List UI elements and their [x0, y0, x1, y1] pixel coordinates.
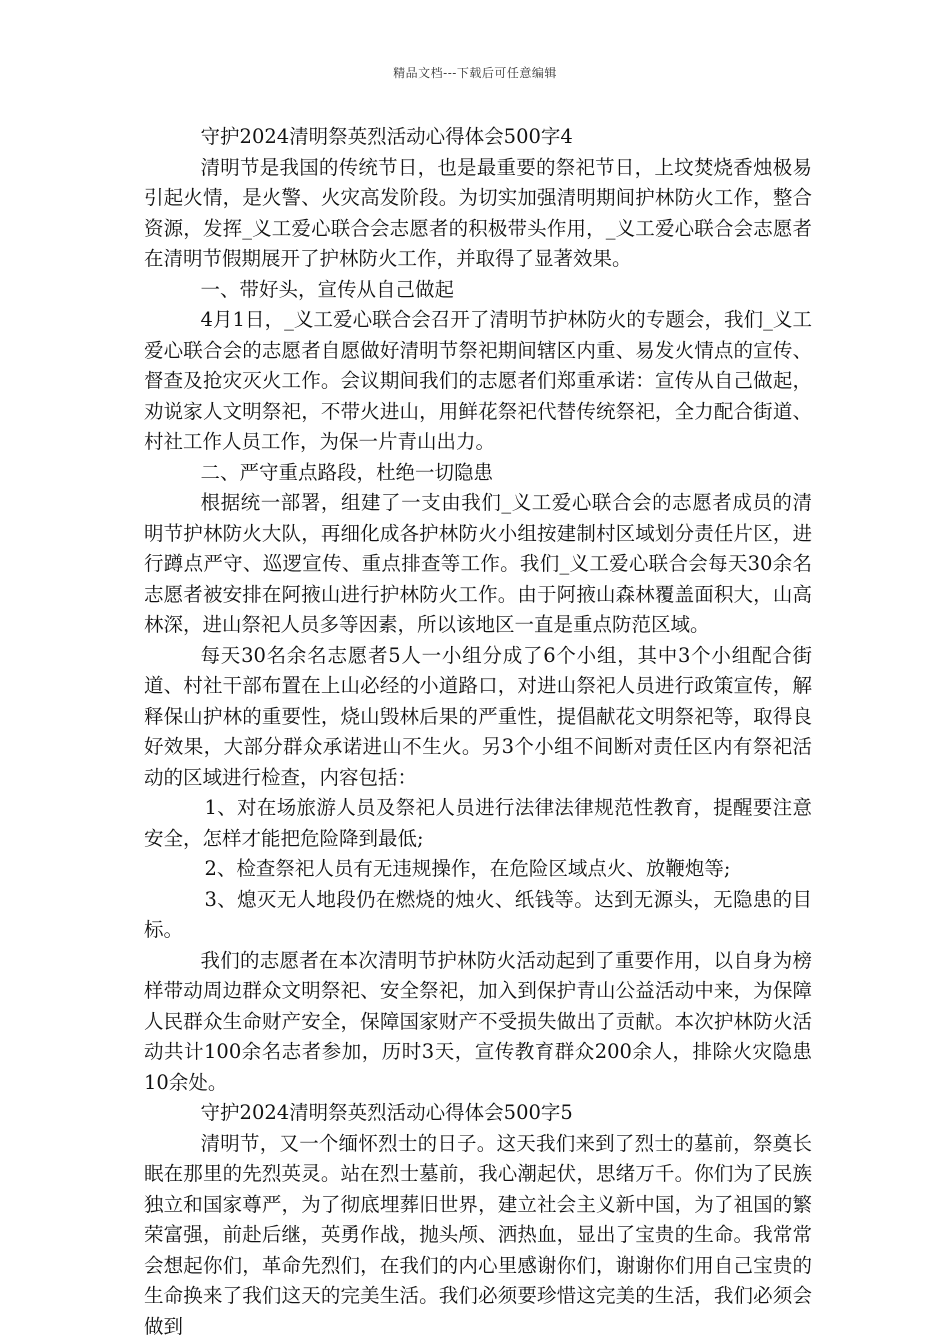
- paragraph: 每天30名余名志愿者5人一小组分成了6个小组，其中3个小组配合街道、村社干部布置在上山必经的小道路口，对进山祭祀人员进行政策宣传，解释保山护林的重要性，烧山毁林后果的严重性，提倡献花文明祭祀等，取得良好效果，大部分群众承诺进山不生火。另3个小组不间断对责任区内有祭祀活动的区域进行检查，内容包括：: [144, 643, 812, 789]
- paragraph: 清明节是我国的传统节日，也是最重要的祭祀节日，上坟焚烧香烛极易引起火情，是火警、火灾高发阶段。为切实加强清明期间护林防火工作，整合资源，发挥_义工爱心联合会志愿者的积极带头作用，_义工爱心联合会志愿者在清明节假期展开了护林防火工作，并取得了显著效果。: [144, 155, 812, 270]
- paragraph: 清明节，又一个缅怀烈士的日子。这天我们来到了烈士的墓前，祭奠长眠在那里的先烈英灵。站在烈士墓前，我心潮起伏，思绪万千。你们为了民族独立和国家尊严，为了彻底埋葬旧世界，建立社会主义新中国，为了祖国的繁荣富强，前赴后继，英勇作战，抛头颅、洒热血，显出了宝贵的生命。我常常会想起你们，革命先烈们，在我们的内心里感谢你们，谢谢你们用自己宝贵的生命换来了我们这天的完美生活。我们必须要珍惜这完美的生活，我们必须会做到: [144, 1131, 812, 1338]
- article-title-4: 守护2024清明祭英烈活动心得体会500字4: [200, 125, 573, 148]
- article-title-5: 守护2024清明祭英烈活动心得体会500字5: [200, 1101, 573, 1124]
- list-item: 1、对在场旅游人员及祭祀人员进行法律法律规范性教育，提醒要注意安全，怎样才能把危险降到最低;: [144, 796, 812, 850]
- paragraph: 4月1日，_义工爱心联合会召开了清明节护林防火的专题会，我们_义工爱心联合会的志愿者自愿做好清明节祭祀期间辖区内重、易发火情点的宣传、督查及抢灾灭火工作。会议期间我们的志愿者们郑重承诺：宣传从自己做起，劝说家人文明祭祀，不带火进山，用鲜花祭祀代替传统祭祀，全力配合街道、村社工作人员工作，为保一片青山出力。: [144, 308, 812, 453]
- section-heading-2: 二、严守重点路段，杜绝一切隐患: [200, 460, 494, 484]
- document-body: [144, 122, 812, 1342]
- list-item: 2、检查祭祀人员有无违规操作，在危险区域点火、放鞭炮等;: [204, 857, 731, 880]
- paragraph: 我们的志愿者在本次清明节护林防火活动起到了重要作用，以自身为榜样带动周边群众文明祭祀、安全祭祀，加入到保护青山公益活动中来，为保障人民群众生命财产安全，保障国家财产不受损失做出了贡献。本次护林防火活动共计100余名志者参加，历时3天，宣传教育群众200余人，排除火灾隐患10余处。: [144, 948, 812, 1094]
- page-header: 精品文档---下载后可任意编辑: [393, 66, 557, 80]
- paragraph: 根据统一部署，组建了一支由我们_义工爱心联合会的志愿者成员的清明节护林防火大队，再细化成各护林防火小组按建制村区域划分责任片区，进行蹲点严守、巡逻宣传、重点排查等工作。我们_义工爱心联合会每天30余名志愿者被安排在阿掖山进行护林防火工作。由于阿掖山森林覆盖面积大，山高林深，进山祭祀人员多等因素，所以该地区一直是重点防范区域。: [144, 491, 812, 636]
- section-heading-1: 一、带好头，宣传从自己做起: [200, 277, 455, 301]
- list-item: 3、熄灭无人地段仍在燃烧的烛火、纸钱等。达到无源头，无隐患的目标。: [144, 887, 812, 941]
